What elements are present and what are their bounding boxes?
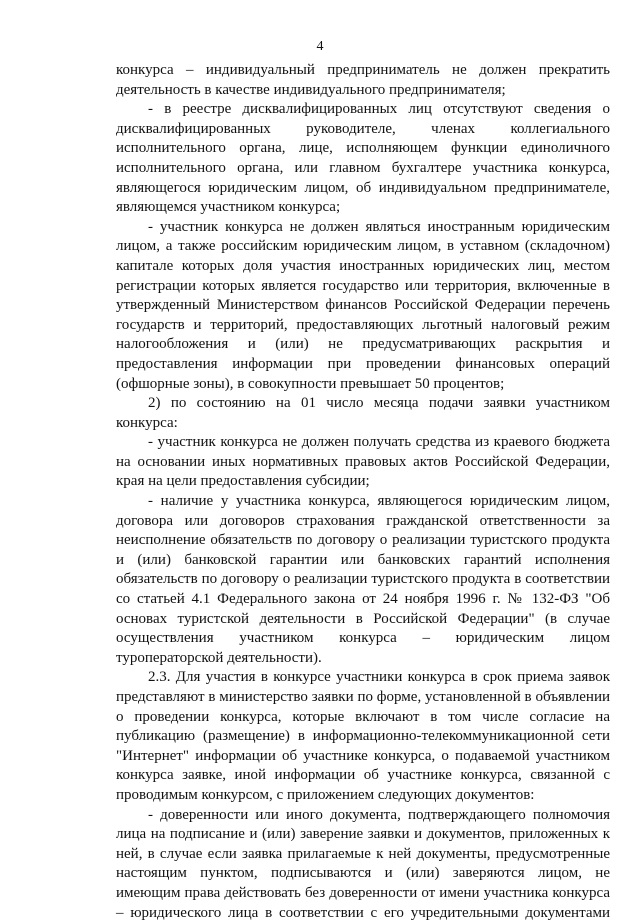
paragraph-insurance-contract: - наличие у участника конкурса, являющегося юридическим лицом, договора или договоров страхования гражданской ответственности за неисполнение обязательств по договору о реализации туристского продукта и (или) банковской гарантии или банковских гарантий исполнения обязательств по договору о реализации туристского продукта в соответствии со статьей 4.1 Федерального закона от 24 ноября 1996 г. № 132-ФЗ "Об основах туристской деятельности в Российской Федерации" (в случае осуществления участником конкурса – юридическим лицом туроператорской деятельности). xyxy=(116,493,610,666)
paragraph-continuation: конкурса – индивидуальный предприниматель не должен прекратить деятельность в качестве индивидуального предпринимателя; xyxy=(116,62,610,98)
paragraph-power-of-attorney: - доверенности или иного документа, подтверждающего полномочия лица на подписание и (или) заверение заявки и документов, приложенных к ней, в случае если заявка прилагаемые к ней документы, предусмотренные настоящим пунктом, подписываются и (или) заверяются лицом, не имеющим права действовать без доверенности от имени участника конкурса – юридического лица в соответствии с его учредительными документами xyxy=(116,806,610,921)
paragraph-regional-budget: - участник конкурса не должен получать средства из краевого бюджета на основании иных нормативных правовых актов Российской Федерации, края на цели предоставления субсидии; xyxy=(116,434,610,490)
document-body xyxy=(116,61,610,923)
paragraph-disqualified-registry: - в реестре дисквалифицированных лиц отсутствуют сведения о дисквалифицированных руководителе, членах коллегиального исполнительного органа, лице, исполняющем функции единоличного исполнительного органа, или главном бухгалтере участника конкурса, являющегося юридическим лицом, об индивидуальном предпринимателе, являющемся участником конкурса; xyxy=(116,101,610,216)
paragraph-foreign-entity: - участник конкурса не должен являться иностранным юридическим лицом, а также российским юридическим лицом, в уставном (складочном) капитале которых доля участия иностранных юридических лиц, местом регистрации которых является государство или территория, включенные в утвержденный Министерством финансов Российской Федерации перечень государств и территорий, предоставляющих льготный налоговый режим налогообложения и (или) не предусматривающих раскрытия и предоставления информации при проведении финансовых операций (офшорные зоны), в совокупности превышает 50 процентов; xyxy=(116,218,610,392)
paragraph-section-2-3: 2.3. Для участия в конкурсе участники конкурса в срок приема заявок представляют в министерство заявки по форме, установленной в объявлении о проведении конкурса, которые включают в том числе согласие на публикацию (размещение) в информационно-телекоммуникационной сети "Интернет" информации об участнике конкурса, о подаваемой участником конкурса заявке, иной информации об участнике конкурса, связанной с проводимым конкурсом, с приложением следующих документов: xyxy=(116,669,610,803)
page-number: 4 xyxy=(316,39,324,54)
paragraph-condition-2: 2) по состоянию на 01 число месяца подачи заявки участником конкурса: xyxy=(116,395,610,431)
